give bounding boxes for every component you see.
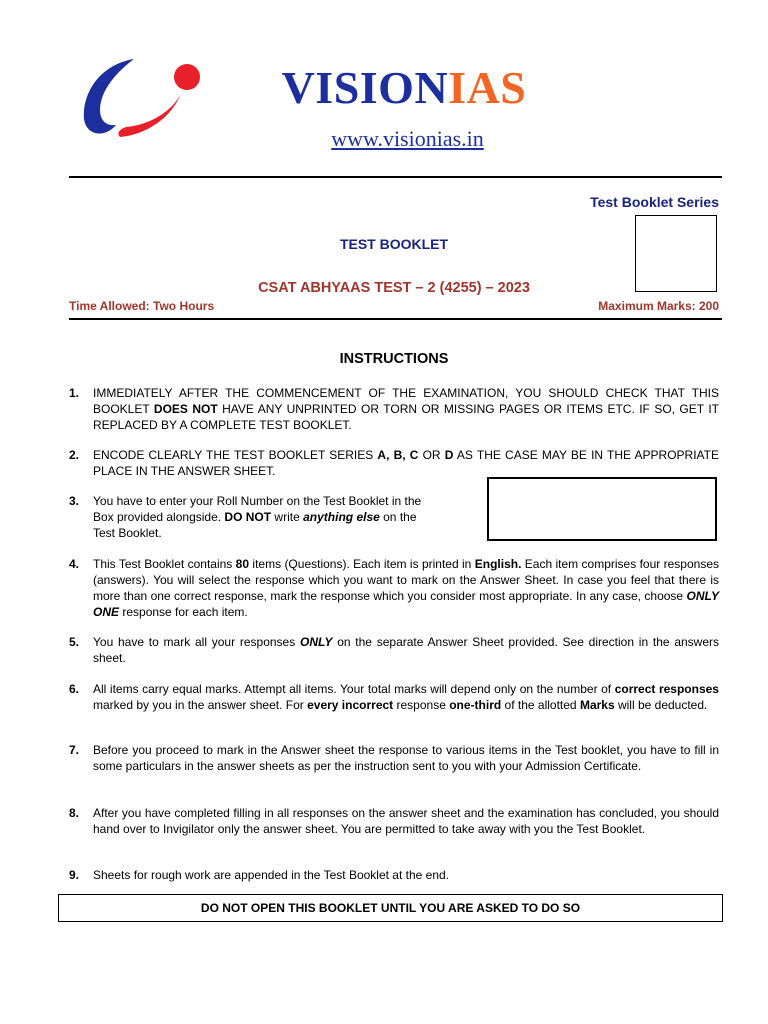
test-name: CSAT ABHYAAS TEST – 2 (4255) – 2023 [258,280,530,296]
instruction-number: 1. [69,386,80,400]
instruction-number: 4. [69,557,80,571]
instruction-number: 6. [69,682,80,696]
instruction-text: IMMEDIATELY AFTER THE COMMENCEMENT OF THE EXAMINATION, YOU SHOULD CHECK THAT THIS BOOKLET DOES NOT HAVE ANY UNPRINTED OR TORN OR MISSING PAGES OR ITEMS ETC. IF SO, GET IT REPLACED BY A COMPLETE TEST BOOKLET. [93,386,719,432]
instruction-text: This Test Booklet contains 80 items (Questions). Each item is printed in English. Each item comprises four responses (answers). You will select the response which you want to mark on the Answer Sheet. In case you feel that there is more than one correct response, mark the response which you consider most appropriate. In any case, choose ONLY ONE response for each item. [93,557,719,619]
instruction-number: 7. [69,743,80,757]
instruction-item [69,681,719,713]
section-divider [69,318,722,320]
instruction-text: You have to enter your Roll Number on the Test Booklet in the Box provided alongside. DO NOT write anything else on the Test Booklet. [93,494,422,540]
instruction-number: 3. [69,494,80,508]
instruction-item [69,742,719,774]
brand-part-ias: IAS [448,62,527,113]
do-not-open-notice: DO NOT OPEN THIS BOOKLET UNTIL YOU ARE ASKED TO DO SO [58,894,723,922]
instruction-text: After you have completed filling in all responses on the answer sheet and the examination has concluded, you should hand over to Invigilator only the answer sheet. You are permitted to take away with you the Test Booklet. [93,806,719,836]
instructions-heading: INSTRUCTIONS [339,351,449,367]
instruction-item [69,805,719,837]
instruction-number: 8. [69,806,80,820]
instruction-item [69,634,719,666]
brand-name [0,62,768,114]
instruction-item [69,493,439,541]
maximum-marks: Maximum Marks: 200 [598,299,719,313]
website-link[interactable]: www.visionias.in [331,126,484,151]
header-divider [69,176,722,178]
instruction-text: Before you proceed to mark in the Answer sheet the response to various items in the Test booklet, you have to fill in some particulars in the answer sheets as per the instruction sent to you with your Admission Certificate. [93,743,719,773]
instruction-text: ENCODE CLEARLY THE TEST BOOKLET SERIES A, B, C OR D AS THE CASE MAY BE IN THE APPROPRIATE PLACE IN THE ANSWER SHEET. [93,448,719,478]
instruction-number: 9. [69,868,80,882]
instruction-text: All items carry equal marks. Attempt all items. Your total marks will depend only on the number of correct responses marked by you in the answer sheet. For every incorrect response one-third of the allotted Marks will be deducted. [93,682,719,712]
instruction-item [69,447,719,479]
instruction-number: 2. [69,448,80,462]
instruction-number: 5. [69,635,80,649]
instruction-item [69,556,719,620]
roll-number-box[interactable] [487,477,717,541]
test-booklet-series-label: Test Booklet Series [590,194,719,210]
instruction-item [69,867,719,883]
instruction-text: You have to mark all your responses ONLY on the separate Answer Sheet provided. See direction in the answers sheet. [93,635,719,665]
instruction-item [69,385,719,433]
time-allowed: Time Allowed: Two Hours [69,299,215,313]
brand-part-vision: VISION [281,62,449,113]
instruction-text: Sheets for rough work are appended in the Test Booklet at the end. [93,868,450,882]
booklet-title: TEST BOOKLET [339,236,449,252]
